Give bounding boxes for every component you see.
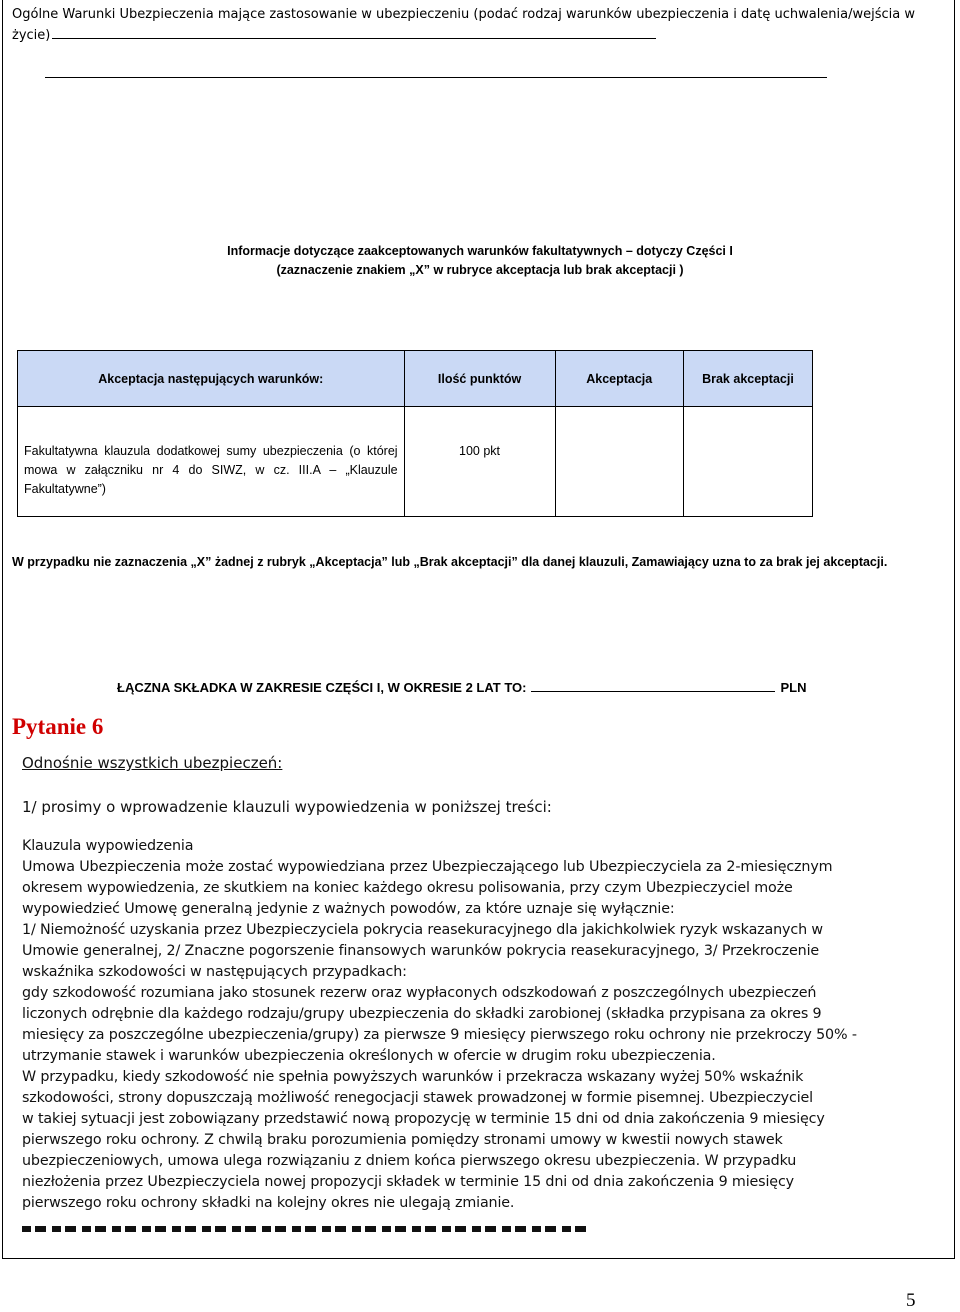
- header-points: Ilość punktów: [404, 351, 555, 407]
- clause-line: Umowie generalnej, 2/ Znaczne pogorszenie finansowych warunków pokrycia reasekuracyjnego, 3/ Przekroczenie: [22, 943, 820, 959]
- truncated-text-fragment: [22, 1226, 592, 1232]
- general-conditions-blank[interactable]: [52, 25, 656, 39]
- termination-clause: [22, 836, 890, 1214]
- clause-line: wskaźnika szkodowości w następujących przypadkach:: [22, 964, 407, 980]
- question-content: [22, 752, 890, 1214]
- condition-text: Fakultatywna klauzula dodatkowej sumy ubezpieczenia (o której mowa w załączniku nr 4 do SIWZ, w cz. III.A – „Klauzule Fakultatywne”): [24, 444, 398, 496]
- total-premium-blank[interactable]: [531, 679, 775, 692]
- acceptance-checkbox-cell[interactable]: [555, 407, 683, 517]
- page-number: 5: [906, 1290, 916, 1311]
- question-title: Pytanie 6: [12, 714, 104, 739]
- total-premium: [117, 679, 807, 695]
- general-conditions-line1: Ogólne Warunki Ubezpieczenia mające zastosowanie w ubezpieczeniu (podać rodzaj warunków ubezpieczenia i datę uchwalenia/wejścia w: [12, 7, 916, 22]
- header-acceptance: Akceptacja: [555, 351, 683, 407]
- points-value: 100 pkt: [459, 444, 501, 458]
- clause-title: Klauzula wypowiedzenia: [22, 838, 194, 854]
- clause-line: Umowa Ubezpieczenia może zostać wypowiedziana przez Ubezpieczającego lub Ubezpieczyciela za 2-miesięcznym: [22, 859, 833, 875]
- clause-line: utrzymanie stawek i warunków ubezpieczenia określonych w ofercie w drugim roku ubezpieczenia.: [22, 1048, 716, 1064]
- clause-line: ubezpieczeniowych, umowa ulega rozwiązaniu z dniem końca pierwszego okresu ubezpieczenia. W przypadku: [22, 1153, 797, 1169]
- clause-line: 1/ Niemożność uzyskania przez Ubezpieczyciela pokrycia reasekuracyjnego dla jakichkolwiek ryzyk wskazanych w: [22, 922, 823, 938]
- clause-line: niezłożenia przez Ubezpieczyciela nowej propozycji składek w terminie 15 dni od dnia zakończenia 9 miesięcy: [22, 1174, 794, 1190]
- optional-conditions-info-line2: (zaznaczenie znakiem „X” w rubryce akceptacja lub brak akceptacji ): [276, 263, 684, 277]
- condition-cell: [18, 407, 405, 517]
- general-conditions: [12, 4, 948, 46]
- table-header-row: [18, 351, 813, 407]
- clause-line: pierwszego roku ochrony składki na kolejny okres nie ulegają zmianie.: [22, 1195, 515, 1211]
- general-conditions-blank-2[interactable]: [45, 77, 827, 78]
- clause-line: liczonych odrębnie dla każdego rodzaju/grupy ubezpieczenia do składki zarobionej (składka przypisana za okres 9: [22, 1006, 822, 1022]
- clause-line: W przypadku, kiedy szkodowość nie spełnia powyższych warunków i przekracza wskazany wyżej 50% wskaźnik: [22, 1069, 804, 1085]
- question-request: 1/ prosimy o wprowadzenie klauzuli wypowiedzenia w poniższej treści:: [22, 798, 552, 816]
- optional-conditions-table: [17, 350, 813, 517]
- clause-line: pierwszego roku ochrony. Z chwilą braku porozumienia pomiędzy stronami umowy w kwestii nowych stawek: [22, 1132, 783, 1148]
- clause-line: szkodowości, strony dopuszczają możliwość renegocjacji stawek prowadzonej w formie pisemnej. Ubezpieczyciel: [22, 1090, 813, 1106]
- table-row: [18, 407, 813, 517]
- clause-line: miesięcy za poszczególne ubezpieczenia/grupy) za pierwsze 9 miesięcy pierwszego roku ochrony nie przekroczy 50% -: [22, 1027, 857, 1043]
- points-cell: [404, 407, 555, 517]
- general-conditions-line2: życie): [12, 28, 51, 43]
- header-no-acceptance: Brak akceptacji: [683, 351, 812, 407]
- clause-line: okresem wypowiedzenia, ze skutkiem na koniec każdego okresu polisowania, przy czym Ubezpieczyciel może: [22, 880, 793, 896]
- no-acceptance-checkbox-cell[interactable]: [683, 407, 812, 517]
- optional-conditions-info: [0, 242, 960, 280]
- header-conditions: Akceptacja następujących warunków:: [18, 351, 405, 407]
- total-premium-label: ŁĄCZNA SKŁADKA W ZAKRESIE CZĘŚCI I, W OKRESIE 2 LAT TO:: [117, 680, 527, 695]
- total-premium-currency: PLN: [780, 680, 807, 695]
- question-heading: Odnośnie wszystkich ubezpieczeń:: [22, 754, 283, 772]
- optional-conditions-info-line1: Informacje dotyczące zaakceptowanych warunków fakultatywnych – dotyczy Części I: [227, 244, 733, 258]
- clause-line: gdy szkodowość rozumiana jako stosunek rezerw oraz wypłaconych odszkodowań z poszczególnych ubezpieczeń: [22, 985, 817, 1001]
- clause-line: wypowiedzieć Umowę generalną jedynie z ważnych powodów, za które uznaje się wyłącznie:: [22, 901, 675, 917]
- clause-line: w takiej sytuacji jest zobowiązany przedstawić nową propozycję w terminie 15 dni od dnia zakończenia 9 miesięcy: [22, 1111, 825, 1127]
- selection-note: W przypadku nie zaznaczenia „X” żadnej z rubryk „Akceptacja” lub „Brak akceptacji” dla danej klauzuli, Zamawiający uzna to za brak jej akceptacji.: [12, 555, 888, 569]
